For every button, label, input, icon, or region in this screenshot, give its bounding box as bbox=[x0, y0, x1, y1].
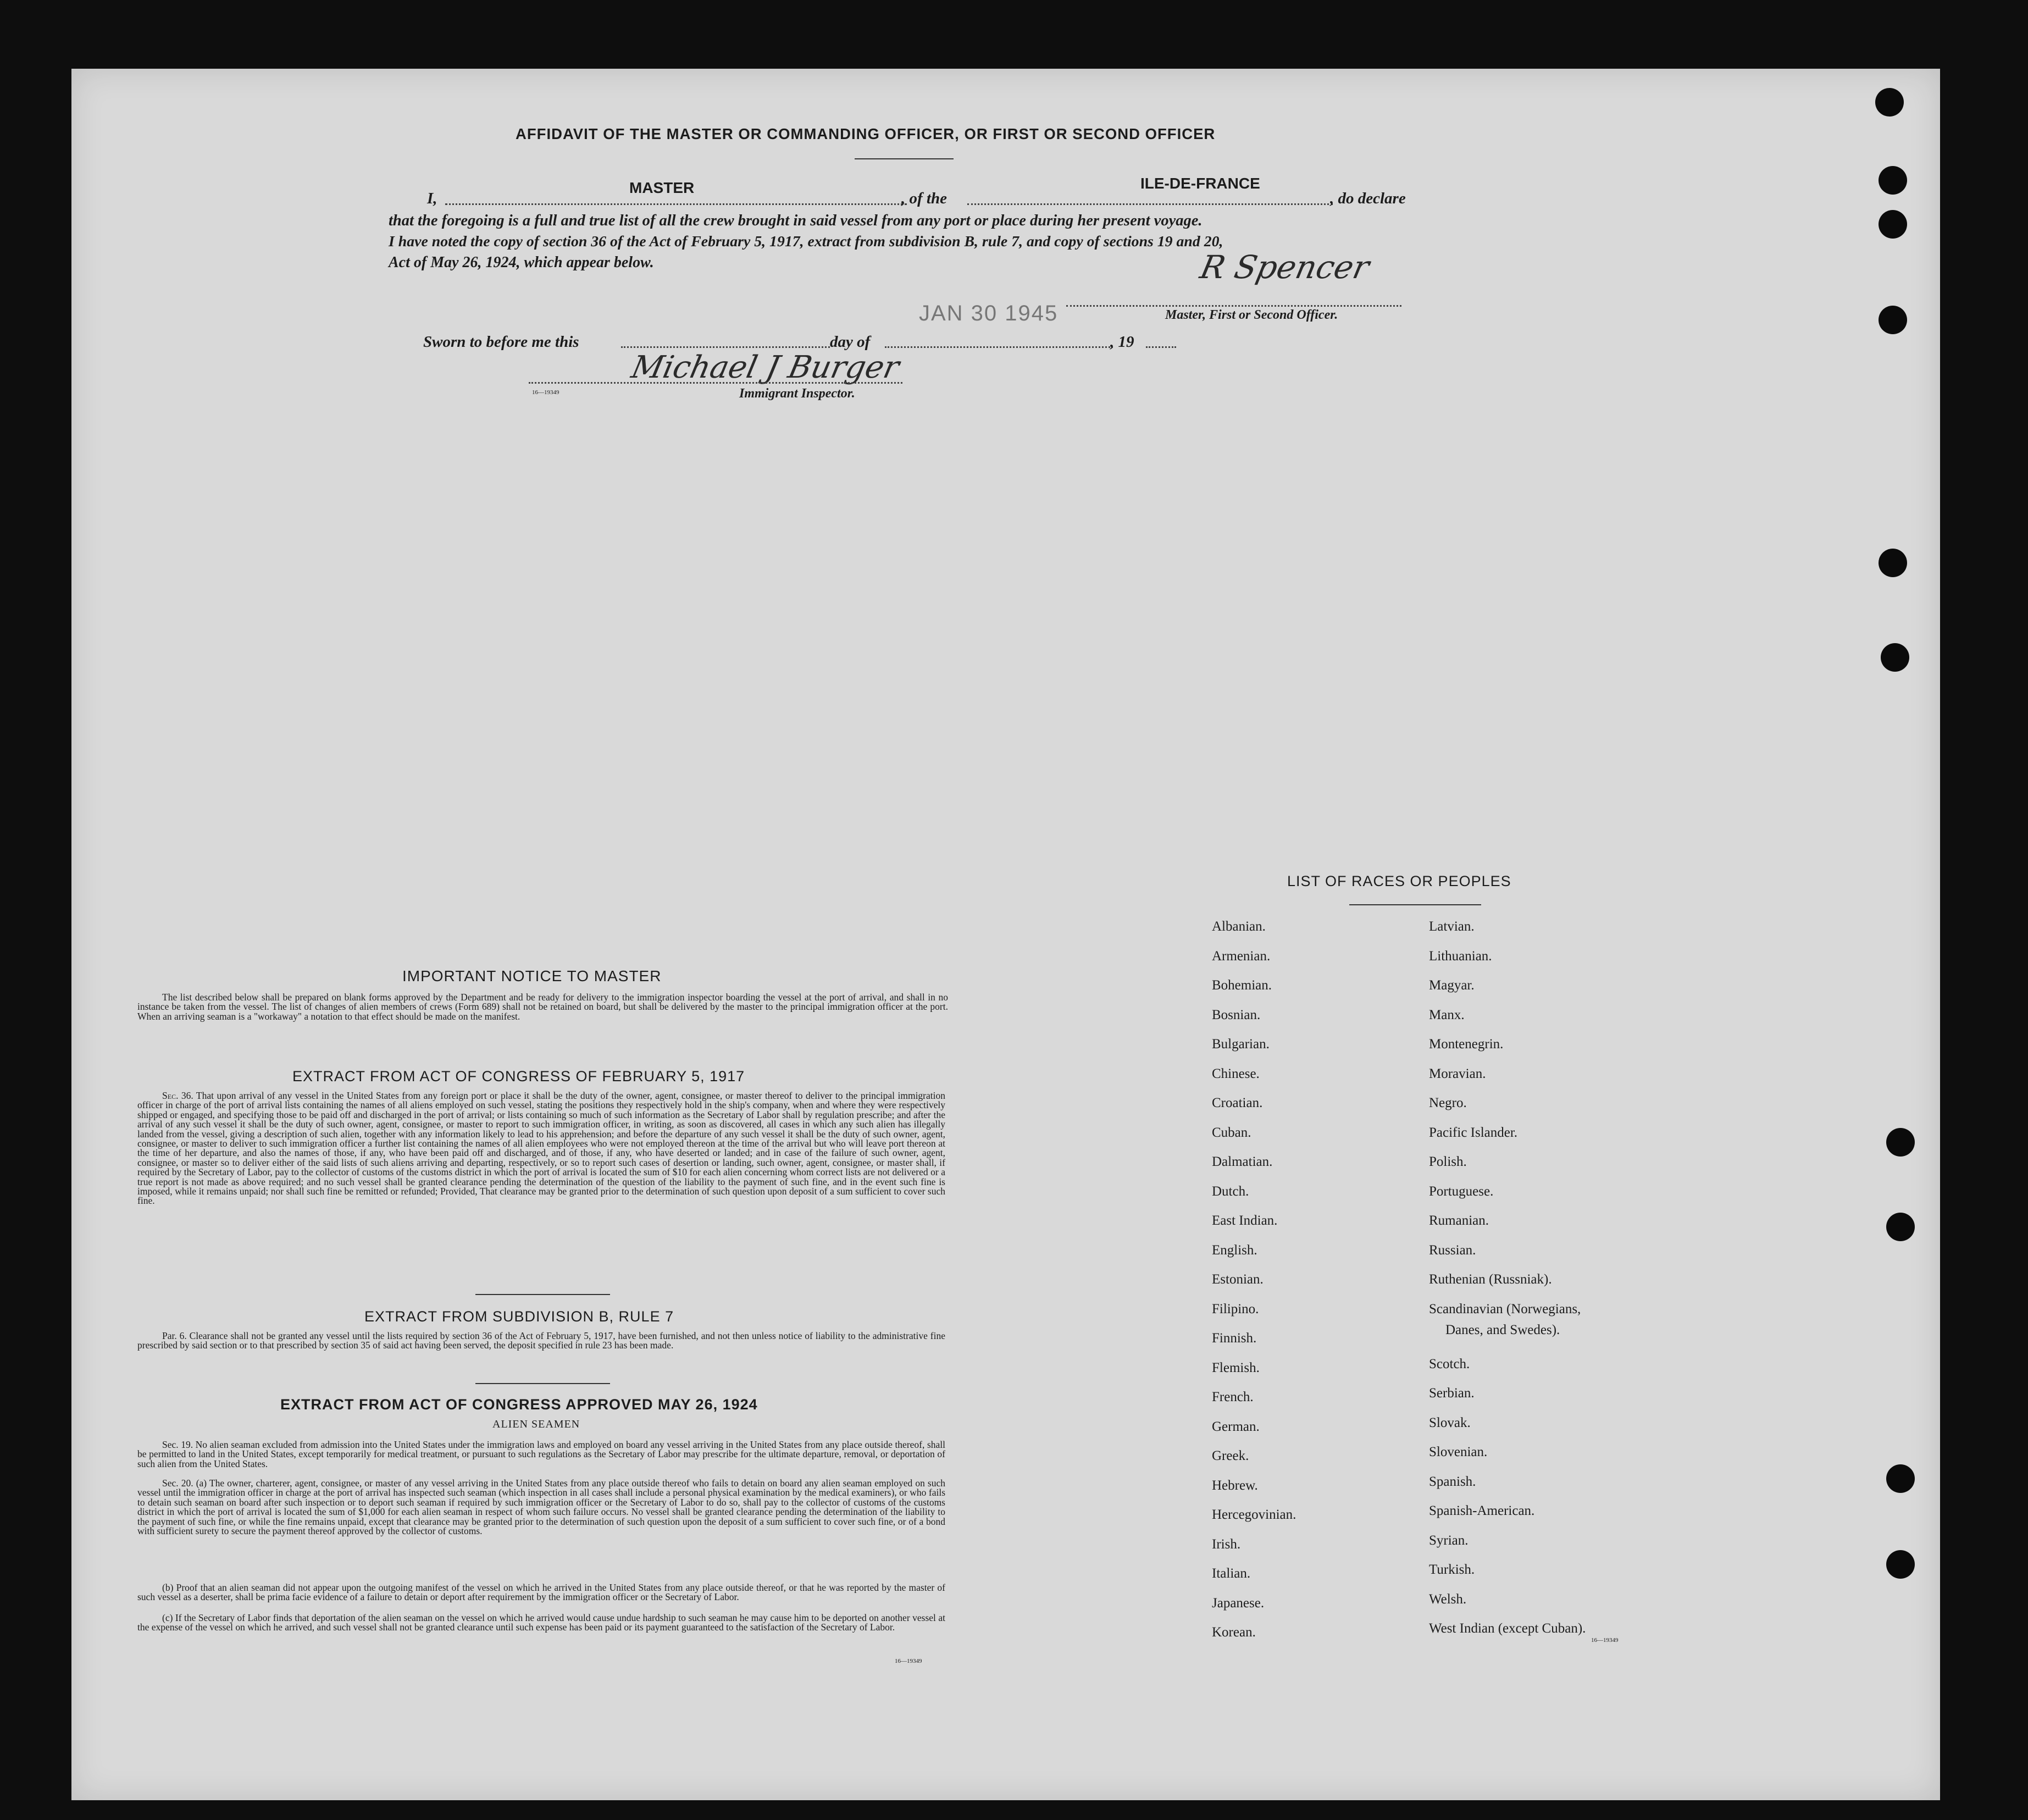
race-item: Bohemian. bbox=[1212, 978, 1272, 993]
sworn-month-line bbox=[885, 346, 1113, 348]
race-item: English. bbox=[1212, 1242, 1257, 1258]
form-number-bottom-left: 16—19349 bbox=[895, 1658, 922, 1664]
race-item: Portuguese. bbox=[1429, 1183, 1494, 1199]
race-item: Welsh. bbox=[1429, 1591, 1467, 1607]
extract-1917-title: EXTRACT FROM ACT OF CONGRESS OF FEBRUARY 5, 1917 bbox=[292, 1068, 745, 1085]
race-item: French. bbox=[1212, 1390, 1254, 1404]
officer-title-line bbox=[445, 203, 907, 205]
extract-1924-sec20a: Sec. 20. (a) The owner, charterer, agent, consignee, or master of any vessel arriving in the United States from any place outside thereof who fails to detain on board any alien seaman employed on such vessel until the immigration officer in charge at the port of arrival has inspected such seaman (which inspection in all cases shall include a personal physical examination by the medical examiners), or who fails to detain such seaman on board after such inspection or to deport such seaman if required by such immigration officer or the Secretary of Labor to do so, shall pay to the collector of customs of the customs district in which the port of arrival is located the sum of $1,000 for each alien seaman in respect of whom such failure occurs. No vessel shall be granted clearance pending the determination of the liability to the payment of such fine, or while the fine remains unpaid, except that clearance may be granted prior to the determination of such question upon the deposit of a sum sufficient to cover such fine, or of a bond with sufficient surety to secure the payment thereof approved by the collector of customs. bbox=[137, 1478, 945, 1537]
vessel-name-line bbox=[967, 203, 1333, 205]
notice-title: IMPORTANT NOTICE TO MASTER bbox=[402, 967, 662, 984]
extract-1924-sec19: Sec. 19. No alien seaman excluded from admission into the United States under the immigration laws and employed on board any vessel arriving in the United States from any place outside thereof, shall be permitted to land in the United States, except temporarily for medical treatment, or pursuant to such regulations as the Secretary of Labor may prescribe for the ultimate departure, removal, or deportation of such alien from the United States. bbox=[137, 1439, 945, 1469]
race-item: Cuban. bbox=[1212, 1125, 1251, 1140]
extract-1924-sec20c: (c) If the Secretary of Labor finds that deportation of the alien seaman on the vessel on which he arrived would cause undue hardship to such seaman he may cause him to be deported on another vessel at the expense of the vessel on which he arrived, and such vessel shall not be granted clearance until such expense has been paid or its payment guaranteed to the satisfaction of the Secretary of Labor. bbox=[137, 1612, 945, 1633]
document-page bbox=[71, 69, 1940, 1800]
inspector-signature: Michael J Burger bbox=[628, 350, 902, 385]
inspector-caption: Immigrant Inspector. bbox=[739, 386, 855, 401]
sworn-label: Sworn to before me this bbox=[423, 333, 579, 351]
day-of-label: day of bbox=[830, 333, 871, 351]
races-title: LIST OF RACES OR PEOPLES bbox=[1287, 873, 1511, 889]
race-item: Slovenian. bbox=[1429, 1445, 1488, 1459]
race-item: Spanish-American. bbox=[1429, 1503, 1535, 1518]
date-stamp: JAN 30 1945 bbox=[919, 301, 1059, 325]
binder-hole bbox=[1886, 1213, 1915, 1241]
race-item: Korean. bbox=[1212, 1625, 1256, 1640]
race-item: Polish. bbox=[1429, 1154, 1467, 1169]
extract-1924-subtitle: ALIEN SEAMEN bbox=[492, 1418, 580, 1430]
race-item: Greek. bbox=[1212, 1448, 1249, 1463]
race-item: Albanian. bbox=[1212, 919, 1266, 934]
race-item: Hercegovinian. bbox=[1212, 1507, 1296, 1522]
extract-1924-title: EXTRACT FROM ACT OF CONGRESS APPROVED MAY 26, 1924 bbox=[280, 1396, 758, 1413]
race-item: Syrian. bbox=[1429, 1533, 1469, 1548]
race-item: Italian. bbox=[1212, 1566, 1251, 1581]
divider bbox=[1349, 904, 1481, 905]
binder-hole bbox=[1886, 1464, 1915, 1493]
affidavit-of-the: , of the bbox=[901, 190, 947, 207]
master-signature-line bbox=[1066, 305, 1401, 307]
race-item: Filipino. bbox=[1212, 1301, 1259, 1316]
binder-hole bbox=[1886, 1128, 1915, 1157]
vessel-name-value[interactable]: ILE-DE-FRANCE bbox=[1140, 175, 1260, 192]
binder-hole bbox=[1879, 549, 1907, 577]
form-number-races: 16—19349 bbox=[1591, 1637, 1619, 1644]
race-item: German. bbox=[1212, 1419, 1260, 1434]
binder-hole bbox=[1879, 210, 1907, 239]
race-item: Chinese. bbox=[1212, 1066, 1260, 1081]
race-item: Croatian. bbox=[1212, 1096, 1263, 1110]
binder-hole bbox=[1879, 306, 1907, 334]
extract-1924-sec20b: (b) Proof that an alien seaman did not appear upon the outgoing manifest of the vessel on which he arrived in the United States from any place outside thereof, or that he was reported by the master of such vessel as a deserter, shall be prima facie evidence of a failure to detain or deport after requirement by the immigration officer or the Secretary of Labor. bbox=[137, 1582, 945, 1603]
race-item: Japanese. bbox=[1212, 1595, 1265, 1611]
binder-hole bbox=[1875, 88, 1904, 117]
race-item: Bosnian. bbox=[1212, 1007, 1261, 1022]
race-item: Armenian. bbox=[1212, 948, 1271, 964]
race-item: Spanish. bbox=[1429, 1474, 1476, 1489]
year-prefix: , 19 bbox=[1110, 333, 1134, 351]
extract-1917-text bbox=[137, 1091, 945, 1206]
affidavit-do-declare: , do declare bbox=[1330, 190, 1406, 207]
affidavit-line4: Act of May 26, 1924, which appear below. bbox=[389, 254, 654, 271]
race-item: Russian. bbox=[1429, 1242, 1476, 1258]
race-item: Moravian. bbox=[1429, 1066, 1486, 1081]
affidavit-line1-i: I, bbox=[427, 190, 437, 207]
race-item: Dutch. bbox=[1212, 1183, 1249, 1199]
binder-hole bbox=[1886, 1550, 1915, 1579]
extract-1917-body: That upon arrival of any vessel in the United States from any foreign port or place it shall be the duty of the owner, agent, consignee, or master thereof to deliver to the principal immigration officer in charge of the port of arrival lists containing the names of all aliens employed on such vessel, stating the positions they respectively hold in the ship's company, when and where they were respectively shipped or engaged, and specifying those to be paid off and discharged in the port of arrival; or lists containing so much of such information as the Secretary of Labor shall by regulation prescribe; and after the arrival of any such vessel it shall be the duty of such owner, agent, consignee, or master to report to such immigration officer, in writing, as soon as discovered, all cases in which any such alien has illegally landed from the vessel, giving a description of such alien, together with any information likely to lead to his apprehension; and before the departure of any such vessel it shall be the duty of such owner, agent, consignee, or master to deliver to such immigration officer a further list containing the names of all alien employees who were not employed thereon at the time of the arrival but who will leave port thereon at the time of her departure, and also the names of those, if any, who have been paid off and discharged, and of those, if any, who have deserted or landed; and in case of the failure of such owner, agent, consignee, or master so to deliver either of the said lists of such aliens arriving and departing, respectively, or so to report such cases of desertion or landing, such owner, agent, consignee, or master shall, if required by the Secretary of Labor, pay to the collector of customs of the customs district in which the port of arrival is located the sum of $10 for each alien concerning whom correct lists are not delivered or a true report is not made as above required; and no such vessel shall be granted clearance pending the determination of the question of the liability to the payment of such fine, and in the event such fine is imposed, while it remains unpaid; nor shall such fine be remitted or refunded; Provided, That clearance may be granted prior to the determination of such question upon deposit of a sum sufficient to cover such fine. bbox=[137, 1090, 945, 1207]
race-item: Scotch. bbox=[1429, 1356, 1470, 1371]
officer-title-value[interactable]: MASTER bbox=[629, 179, 695, 196]
race-item: Irish. bbox=[1212, 1536, 1241, 1552]
race-item: East Indian. bbox=[1212, 1213, 1278, 1228]
master-signature: R Spencer bbox=[1196, 248, 1373, 286]
race-item: Manx. bbox=[1429, 1007, 1465, 1022]
race-item: Finnish. bbox=[1212, 1331, 1257, 1346]
race-item: West Indian (except Cuban). bbox=[1429, 1621, 1586, 1636]
binder-hole bbox=[1881, 643, 1909, 672]
extract-1917-lead: Sec. 36. bbox=[162, 1090, 193, 1101]
race-item: Serbian. bbox=[1429, 1386, 1475, 1401]
race-item: Slovak. bbox=[1429, 1415, 1471, 1430]
master-caption: Master, First or Second Officer. bbox=[1165, 308, 1338, 322]
race-item: Latvian. bbox=[1429, 919, 1475, 934]
race-item: Ruthenian (Russniak). bbox=[1429, 1272, 1552, 1287]
race-item: Pacific Islander. bbox=[1429, 1125, 1518, 1140]
race-item: Negro. bbox=[1429, 1096, 1467, 1110]
race-item: Turkish. bbox=[1429, 1562, 1475, 1577]
affidavit-line3: I have noted the copy of section 36 of the Act of February 5, 1917, extract from subdivision B, rule 7, and copy of sections 19 and 20, bbox=[389, 233, 1223, 250]
race-item: Montenegrin. bbox=[1429, 1037, 1504, 1052]
race-item: Rumanian. bbox=[1429, 1213, 1489, 1228]
race-item: Dalmatian. bbox=[1212, 1154, 1273, 1169]
affidavit-title: AFFIDAVIT OF THE MASTER OR COMMANDING OFFICER, OR FIRST OR SECOND OFFICER bbox=[516, 125, 1216, 142]
divider bbox=[855, 158, 954, 159]
binder-hole bbox=[1879, 166, 1907, 195]
race-item: Scandinavian (Norwegians, bbox=[1429, 1301, 1581, 1316]
form-number-top: 16—19349 bbox=[532, 389, 559, 396]
race-item: Bulgarian. bbox=[1212, 1037, 1270, 1052]
divider bbox=[475, 1294, 610, 1295]
race-item: Estonian. bbox=[1212, 1272, 1264, 1287]
race-item: Lithuanian. bbox=[1429, 948, 1492, 964]
divider bbox=[475, 1383, 610, 1384]
affidavit-line2: that the foregoing is a full and true list of all the crew brought in said vessel from any port or place during her present voyage. bbox=[389, 212, 1203, 229]
race-item: Flemish. bbox=[1212, 1360, 1260, 1375]
race-item-scandinavian-cont: Danes, and Swedes). bbox=[1445, 1323, 1560, 1337]
inspector-signature-line bbox=[529, 382, 902, 384]
race-item: Hebrew. bbox=[1212, 1478, 1258, 1493]
sworn-year-line bbox=[1146, 346, 1176, 348]
extract-rule7-title: EXTRACT FROM SUBDIVISION B, RULE 7 bbox=[364, 1308, 674, 1325]
notice-text: The list described below shall be prepared on blank forms approved by the Department and be ready for delivery to the immigration inspector boarding the vessel at the port of arrival, and shall in no instance be taken from the vessel. The list of changes of alien members of crews (Form 689) shall not be retained on board, but shall be delivered by the master to the principal immigration officer at the port. When an arriving seaman is a "workaway" a notation to that effect should be made on the manifest. bbox=[137, 992, 948, 1022]
race-item: Magyar. bbox=[1429, 978, 1475, 993]
extract-rule7-text: Par. 6. Clearance shall not be granted any vessel until the lists required by section 36 of the Act of February 5, 1917, have been furnished, and not then unless notice of liability to the administrative fine prescribed by said section or to that prescribed by section 35 of said act having been served, the deposit specified in rule 23 has been made. bbox=[137, 1330, 945, 1351]
sworn-day-line bbox=[621, 346, 830, 348]
